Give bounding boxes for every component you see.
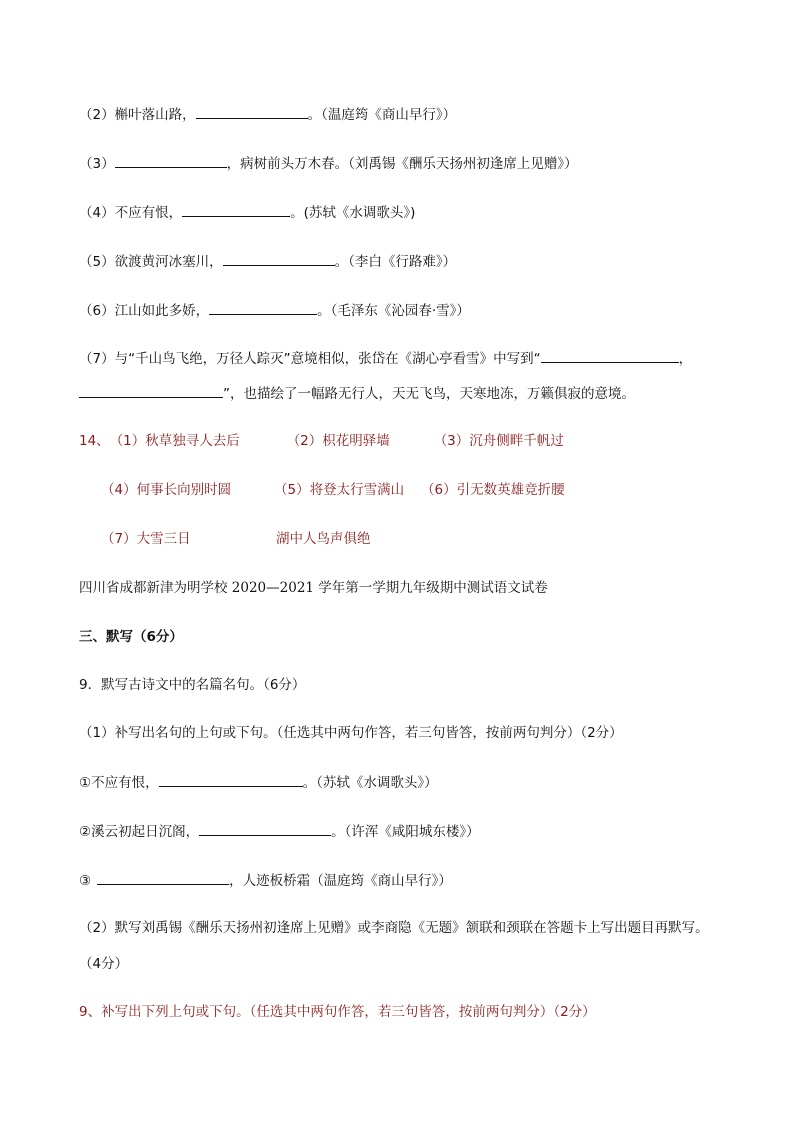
- answer-item: （1）秋草独寻人去后: [109, 433, 240, 449]
- line-text-pre: 与“千山鸟飞绝，万径人踪灭”意境相似，张岱在《湖心亭看雪》中写到“: [114, 351, 541, 367]
- line-text-post: 。（毛泽东《沁园春·雪》）: [317, 303, 470, 319]
- fill-line-3: [79, 870, 452, 891]
- line-text-post: ，人迹板桥霜（温庭筠《商山早行》）: [229, 873, 452, 889]
- section-heading: 三、默写（6分）: [79, 629, 183, 645]
- question-line-6: [79, 300, 470, 321]
- answer-item: （6）引无数英雄竞折腰: [421, 482, 565, 498]
- item-number: （3）: [79, 156, 115, 172]
- line-text-pre: 槲叶落山路，: [114, 107, 196, 123]
- answer-item: （2）枳花明驿墙: [286, 433, 390, 449]
- line-text-pre: 江山如此多娇，: [114, 303, 210, 319]
- answer-blank: [97, 870, 229, 885]
- question-line-7-continued: [79, 383, 635, 404]
- answers-14-row-2: [101, 480, 565, 500]
- answer-9-heading: 9、补写出下列上句或下句。（任选其中两句作答，若三句皆答，按前两句判分）（2分）: [79, 1004, 596, 1020]
- line-text-post: 。（李白《行路难》）: [334, 254, 457, 270]
- item-number: （5）: [79, 254, 115, 270]
- item-number: （2）: [79, 107, 115, 123]
- line-text-post: ，病树前头万木春。（刘禹锡《酬乐天扬州初逢席上见赠》）: [226, 156, 578, 172]
- question-9-part-1: （1）补写出名句的上句或下句。（任选其中两句作答，若三句皆答，按前两句判分）（2分）: [79, 725, 623, 741]
- line-text-pre: 不应有恨，: [114, 205, 183, 221]
- line-text-pre: 不应有恨，: [91, 775, 159, 791]
- item-number: （4）: [79, 205, 115, 221]
- answer-prefix: 14、: [79, 433, 110, 449]
- answer-item: （3）沉舟侧畔千帆过: [433, 433, 564, 449]
- question-9-part-2-points: （4分）: [79, 956, 129, 972]
- question-line-4: [79, 202, 415, 223]
- line-text-post: ，: [678, 351, 693, 367]
- answers-14-row-3: [101, 529, 371, 549]
- answer-blank: [199, 821, 331, 836]
- fill-line-1: [79, 772, 438, 793]
- item-number: （6）: [79, 303, 115, 319]
- answer-blank: [223, 251, 335, 266]
- circled-number: ②: [79, 824, 92, 840]
- answer-blank: [182, 202, 290, 217]
- item-number: （7）: [79, 351, 115, 367]
- answer-blank: [196, 104, 308, 119]
- circled-number: ③: [79, 873, 92, 889]
- question-line-3: [79, 153, 578, 174]
- line-text-post: ”，也描绘了一幅路无行人，天无飞鸟，天寒地冻，万籁俱寂的意境。: [223, 386, 635, 402]
- answers-14-row-1: [79, 431, 564, 451]
- answer-blank: [159, 772, 303, 787]
- answer-blank: [79, 383, 223, 398]
- fill-line-2: [79, 821, 480, 842]
- line-text-pre: 欲渡黄河冰塞川，: [114, 254, 223, 270]
- question-line-2: [79, 104, 456, 125]
- line-text-post: 。(苏轼《水调歌头》): [290, 205, 416, 221]
- answer-blank: [541, 348, 679, 363]
- answer-item: （7）大雪三日: [101, 531, 191, 547]
- line-text-post: 。（苏轼《水调歌头》）: [302, 775, 438, 791]
- question-9-part-2: （2）默写刘禹锡《酬乐天扬州初逢席上见赠》或李商隐《无题》颔联和颈联在答题卡上写出题目再默写。: [79, 920, 709, 936]
- line-text-post: 。（许浑《咸阳城东楼》）: [331, 824, 480, 840]
- line-text-post: 。（温庭筠《商山早行》）: [307, 107, 457, 123]
- answer-item: （5）将登太行雪满山: [274, 482, 405, 498]
- question-line-7: [79, 348, 692, 369]
- answer-item: 湖中人鸟声俱绝: [276, 531, 371, 547]
- answer-blank: [209, 300, 317, 315]
- answer-item: （4）何事长向别时圆: [101, 482, 232, 498]
- question-9-title: 9．默写古诗文中的名篇名句。（6分）: [79, 677, 306, 693]
- answer-blank: [115, 153, 227, 168]
- line-text-pre: 溪云初起日沉阁，: [91, 824, 200, 840]
- question-line-5: [79, 251, 456, 272]
- source-title: 四川省成都新津为明学校 2020—2021 学年第一学期九年级期中测试语文试卷: [79, 580, 548, 596]
- circled-number: ①: [79, 775, 92, 791]
